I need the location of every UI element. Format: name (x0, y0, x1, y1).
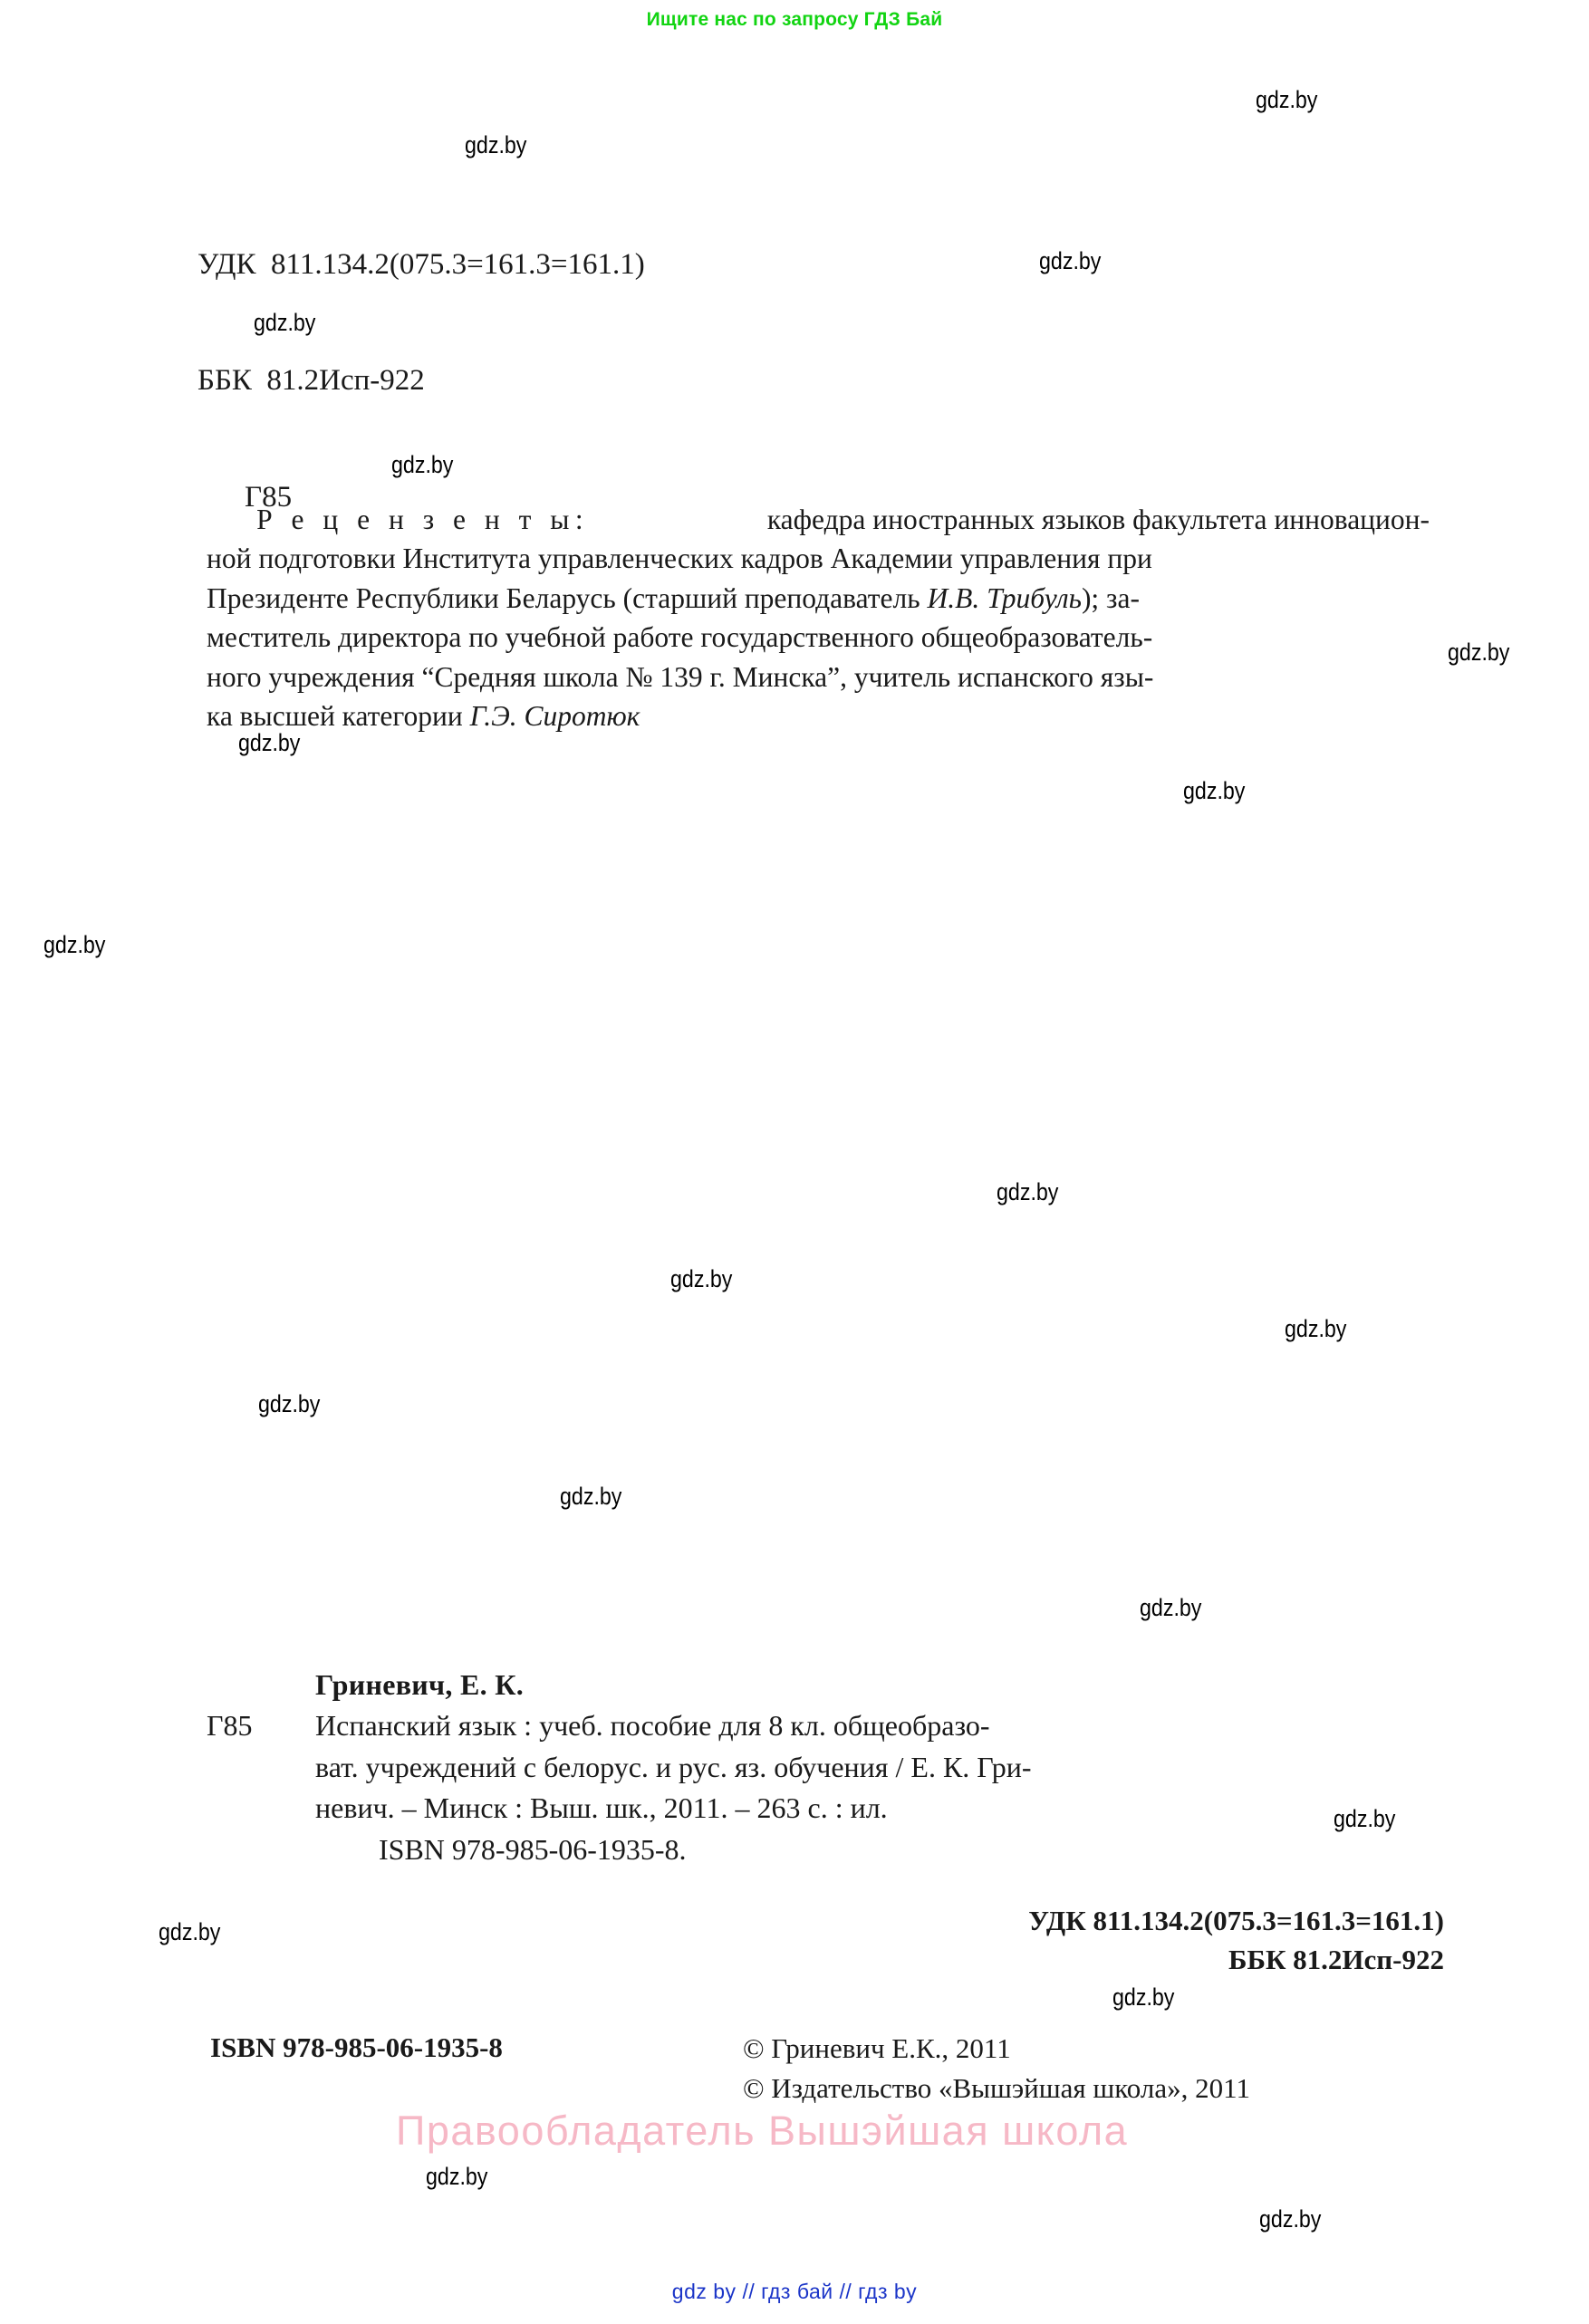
reviewers-line-1-text: кафедра иностранных языков факультета инновацион- (766, 504, 1430, 535)
gdz-watermark: gdz.by (391, 451, 454, 478)
rights-holder-watermark: Правообладатель Вышэйшая школа (396, 2108, 1129, 2154)
gdz-watermark: gdz.by (997, 1178, 1059, 1205)
bbk-code-bottom: ББК 81.2Исп-922 (1228, 1943, 1444, 1975)
book-isbn-inline: ISBN 978-985-06-1935-8. (379, 1832, 687, 1866)
copyright-author: © Гриневич Е.К., 2011 (743, 2032, 1011, 2064)
reviewers-line-6a: ка высшей категории (207, 700, 470, 733)
gdz-watermark: gdz.by (238, 729, 301, 756)
gdz-watermark: gdz.by (670, 1265, 733, 1292)
gdz-watermark: gdz.by (1448, 639, 1510, 666)
reviewers-line-3a: Президенте Республики Беларусь (старший преподаватель (207, 581, 928, 614)
book-sigla: Г85 (207, 1709, 253, 1743)
site-footer: gdz by // гдз бай // гдз by (671, 2280, 918, 2303)
bibliographic-record (207, 1665, 1032, 1870)
bbk-code-top: ББК 81.2Исп-922 (197, 364, 425, 398)
gdz-watermark: gdz.by (1140, 1594, 1202, 1621)
reviewers-line-6 (207, 696, 1430, 735)
gdz-watermark: gdz.by (159, 1918, 221, 1945)
reviewer-name-2: Г.Э. Сиротюк (469, 700, 640, 733)
gdz-watermark: gdz.by (1256, 86, 1318, 113)
gdz-watermark: gdz.by (1285, 1315, 1347, 1342)
gdz-watermark: gdz.by (1334, 1805, 1396, 1832)
gdz-watermark: gdz.by (258, 1390, 321, 1417)
reviewers-line-1 (207, 500, 1430, 539)
isbn-footer: ISBN 978-985-06-1935-8 (210, 2031, 503, 2063)
reviewers-line-2: ной подготовки Института управленческих кадров Академии управления при (207, 543, 1152, 575)
gdz-watermark: gdz.by (426, 2163, 488, 2190)
book-title-line: Испанский язык : учеб. пособие для 8 кл. общеобразо- (315, 1709, 990, 1743)
book-author: Гриневич, Е. К. (315, 1668, 525, 1701)
udk-code-bottom: УДК 811.134.2(075.3=161.3=161.1) (1028, 1905, 1444, 1936)
reviewers-paragraph (207, 500, 1430, 736)
copyright-block (743, 2029, 1250, 2108)
reviewers-line-3b: ); за- (1081, 581, 1140, 614)
udk-code-top: УДК 811.134.2(075.3=161.3=161.1) (197, 247, 645, 281)
classification-bottom (1028, 1902, 1444, 1980)
gdz-watermark: gdz.by (254, 309, 316, 336)
bibliographic-line-2: ват. учреждений с белорус. и рус. яз. обучения / Е. К. Гри- (315, 1750, 1032, 1783)
book-sigla-top: Г85 (245, 481, 293, 514)
promo-banner: Ищите нас по запросу ГДЗ Бай (646, 9, 943, 30)
gdz-watermark: gdz.by (1112, 1983, 1175, 2011)
reviewers-label: Р е ц е н з е н т ы: (256, 504, 590, 535)
reviewers-line-5: ного учреждения “Средняя школа № 139 г. Минска”, учитель испанского язы- (207, 660, 1154, 693)
gdz-watermark: gdz.by (560, 1483, 622, 1510)
gdz-watermark: gdz.by (1259, 2205, 1322, 2233)
bibliographic-line-3: невич. – Минск : Выш. шк., 2011. – 263 с. : ил. (315, 1791, 888, 1825)
reviewers-line-3 (207, 579, 1430, 618)
gdz-watermark: gdz.by (1183, 777, 1246, 804)
gdz-watermark: gdz.by (1039, 247, 1102, 274)
bibliographic-line-1 (207, 1705, 1032, 1746)
copyright-publisher: © Издательство «Вышэйшая школа», 2011 (743, 2072, 1250, 2105)
reviewers-line-4: меститель директора по учебной работе государственного общеобразователь- (207, 621, 1153, 654)
reviewer-name-1: И.В. Трибуль (927, 581, 1082, 614)
gdz-watermark: gdz.by (43, 931, 106, 958)
gdz-watermark: gdz.by (465, 131, 527, 158)
